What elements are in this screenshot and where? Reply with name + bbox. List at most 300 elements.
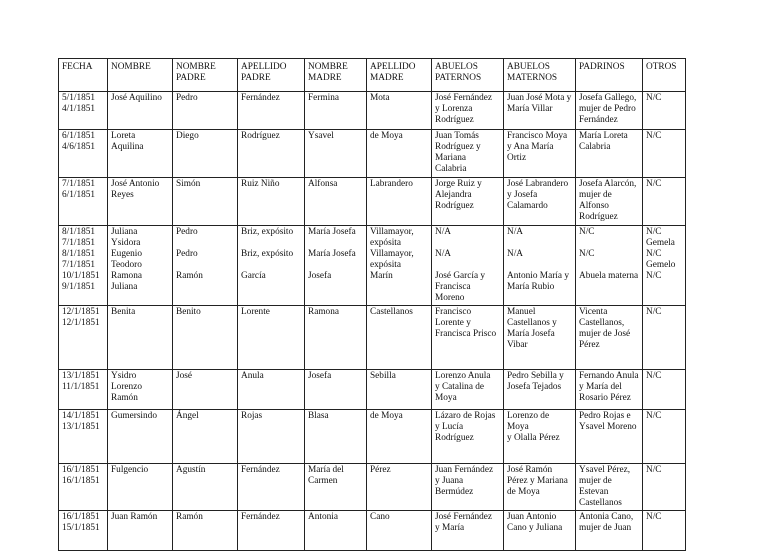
cell-line: Alejandra	[435, 190, 472, 200]
cell-line: Ysidro	[111, 371, 137, 381]
cell-nombre	[108, 130, 173, 178]
cell-line: Josefa	[308, 271, 332, 281]
cell-line: y María	[435, 523, 465, 533]
cell-line: MATERNOS	[507, 73, 558, 83]
cell-nombre-padre	[173, 92, 238, 130]
cell-abuelos-paternos	[432, 306, 504, 370]
cell-line: N/A	[507, 249, 524, 259]
cell-apellido-madre	[367, 130, 432, 178]
cell-line: 11/1/1851	[62, 382, 100, 392]
baptism-records-table	[58, 58, 686, 551]
cell-line: Estevan	[579, 487, 609, 497]
cell-line: NOMBRE	[176, 62, 216, 72]
cell-line: Juan Fernández	[435, 465, 494, 475]
cell-line: Simón	[176, 179, 201, 189]
cell-line: Rodríguez	[435, 201, 474, 211]
cell-line: N/C	[646, 411, 662, 421]
cell-line: NOMBRE	[308, 62, 348, 72]
cell-line: Diego	[176, 131, 199, 141]
cell-line: 10/1/1851	[62, 271, 100, 281]
cell-line: y Josefa	[507, 190, 538, 200]
cell-line: Alfonsa	[308, 179, 338, 189]
cell-line: 8/1/1851	[62, 227, 96, 237]
cell-nombre	[108, 370, 173, 410]
cell-nombre-padre	[173, 511, 238, 551]
cell-line: 12/1/1851	[62, 307, 100, 317]
cell-line: N/C	[579, 249, 595, 259]
cell-line: Vibar	[507, 340, 528, 350]
cell-line: N/A	[435, 227, 452, 237]
cell-nombre-padre	[173, 370, 238, 410]
header-nombre-madre	[305, 59, 367, 92]
cell-line: N/C	[646, 249, 662, 259]
cell-nombre-padre	[173, 464, 238, 511]
cell-line: Rosario Pérez	[579, 393, 631, 403]
cell-apellido-padre	[238, 226, 305, 306]
cell-line: María Rubio	[507, 282, 555, 292]
cell-line: Fernández	[241, 512, 280, 522]
cell-line: José Aquilino	[111, 93, 162, 103]
cell-apellido-madre	[367, 464, 432, 511]
cell-line: Pedro	[176, 93, 198, 103]
cell-line: Abuela materna	[579, 271, 639, 281]
cell-line: 7/1/1851	[62, 238, 96, 248]
cell-line: Blasa	[308, 411, 329, 421]
cell-line: MADRE	[370, 73, 404, 83]
cell-line: Castellanos,	[579, 318, 625, 328]
cell-line: Pedro Sebilla y	[507, 371, 564, 381]
cell-line	[435, 260, 500, 271]
cell-nombre-madre	[305, 511, 367, 551]
cell-line: Juan José Mota y	[507, 93, 572, 103]
cell-line: Ramón	[176, 271, 203, 281]
header-padrinos	[576, 59, 643, 92]
table-row	[59, 464, 686, 511]
cell-line: N/C	[646, 512, 662, 522]
table-row	[59, 511, 686, 551]
header-nombre-padre	[173, 59, 238, 92]
cell-line: y Ana María	[507, 142, 554, 152]
cell-abuelos-paternos	[432, 178, 504, 226]
cell-line: Manuel	[507, 307, 536, 317]
cell-line: Rodríguez y	[435, 142, 481, 152]
cell-line: José Ramón	[507, 465, 553, 475]
cell-line: 4/1/1851	[62, 104, 96, 114]
cell-nombre-madre	[305, 178, 367, 226]
cell-abuelos-paternos	[432, 370, 504, 410]
cell-padrinos	[576, 306, 643, 370]
cell-line: Briz, expósito	[241, 249, 294, 259]
cell-line: María Loreta	[579, 131, 628, 141]
cell-abuelos-maternos	[504, 306, 576, 370]
cell-line: María Josefa	[308, 249, 356, 259]
cell-line: ABUELOS	[435, 62, 478, 72]
cell-line	[241, 260, 301, 271]
cell-line: María del	[308, 465, 344, 475]
cell-abuelos-maternos	[504, 511, 576, 551]
cell-line: y Juana	[435, 476, 464, 486]
cell-line: Cano y Juliana	[507, 523, 563, 533]
cell-fecha	[59, 464, 108, 511]
cell-line: Villamayor,	[370, 227, 414, 237]
cell-line: de Moya	[370, 131, 403, 141]
cell-line: Fernández	[579, 115, 618, 125]
cell-nombre-padre	[173, 178, 238, 226]
cell-line: Gemelo	[646, 260, 676, 270]
cell-line: N/C	[646, 371, 662, 381]
cell-line	[308, 260, 363, 271]
cell-abuelos-paternos	[432, 226, 504, 306]
cell-nombre	[108, 178, 173, 226]
cell-fecha	[59, 92, 108, 130]
cell-line: 6/1/1851	[62, 190, 96, 200]
cell-line	[579, 238, 639, 249]
cell-nombre-madre	[305, 306, 367, 370]
cell-fecha	[59, 511, 108, 551]
cell-otros	[643, 410, 686, 464]
cell-apellido-madre	[367, 92, 432, 130]
cell-line: Vicenta	[579, 307, 608, 317]
cell-line: Ysavel Pérez,	[579, 465, 631, 475]
cell-line: Bermúdez	[435, 487, 474, 497]
cell-padrinos	[576, 92, 643, 130]
cell-line: N/C	[646, 271, 662, 281]
cell-line: Gumersindo	[111, 411, 157, 421]
cell-line: OTROS	[646, 62, 677, 72]
cell-line: Agustín	[176, 465, 206, 475]
cell-line: Gemela	[646, 238, 675, 248]
cell-line: Rodríguez	[435, 115, 474, 125]
cell-line: de Moya	[370, 411, 403, 421]
cell-line: Antonia	[308, 512, 338, 522]
cell-line	[507, 238, 572, 249]
cell-abuelos-maternos	[504, 226, 576, 306]
cell-apellido-padre	[238, 306, 305, 370]
cell-abuelos-paternos	[432, 130, 504, 178]
cell-line: Pedro	[176, 249, 198, 259]
cell-line: 7/1/1851	[62, 260, 96, 270]
cell-line: Juan Tomás	[435, 131, 479, 141]
cell-line: Lorenzo Anula	[435, 371, 491, 381]
cell-line: Fermina	[308, 93, 339, 103]
cell-line: N/A	[507, 227, 524, 237]
cell-line: Ysidora	[111, 238, 141, 248]
cell-line: José Labrandero	[507, 179, 569, 189]
cell-line: José Antonio	[111, 179, 160, 189]
cell-nombre	[108, 92, 173, 130]
cell-line: Josefa Tejados	[507, 382, 562, 392]
cell-padrinos	[576, 410, 643, 464]
cell-line: Anula	[241, 371, 264, 381]
cell-abuelos-maternos	[504, 410, 576, 464]
cell-line: Moya	[435, 393, 457, 403]
cell-apellido-padre	[238, 92, 305, 130]
cell-apellido-padre	[238, 410, 305, 464]
cell-padrinos	[576, 464, 643, 511]
cell-line: 12/1/1851	[62, 318, 100, 328]
cell-otros	[643, 92, 686, 130]
cell-line: 6/1/1851	[62, 131, 96, 141]
header-abuelos-maternos	[504, 59, 576, 92]
cell-line: Carmen	[308, 476, 338, 486]
cell-line: N/C	[646, 93, 662, 103]
cell-line: Villamayor,	[370, 249, 414, 259]
cell-nombre-padre	[173, 226, 238, 306]
cell-nombre-madre	[305, 464, 367, 511]
cell-fecha	[59, 410, 108, 464]
cell-line: Rojas	[241, 411, 263, 421]
cell-line: 16/1/1851	[62, 465, 100, 475]
cell-line: Ramona	[308, 307, 339, 317]
cell-line: 13/1/1851	[62, 371, 100, 381]
cell-otros	[643, 130, 686, 178]
cell-line: Calamardo	[507, 201, 548, 211]
cell-line: N/A	[435, 249, 452, 259]
cell-line: mujer de José	[579, 329, 631, 339]
cell-line: N/C	[646, 465, 662, 475]
cell-abuelos-maternos	[504, 92, 576, 130]
cell-line: 16/1/1851	[62, 512, 100, 522]
cell-nombre-padre	[173, 410, 238, 464]
cell-line	[176, 260, 234, 271]
table-row	[59, 226, 686, 306]
cell-line: García	[241, 271, 266, 281]
cell-otros	[643, 306, 686, 370]
cell-line: Lorente y	[435, 318, 471, 328]
cell-line: N/C	[646, 131, 662, 141]
cell-line: 4/6/1851	[62, 142, 96, 152]
cell-line: Pérez y Mariana	[507, 476, 568, 486]
table-row	[59, 178, 686, 226]
cell-line: Ysavel Moreno	[579, 422, 637, 432]
cell-line: N/C	[646, 227, 662, 237]
cell-apellido-padre	[238, 511, 305, 551]
cell-abuelos-maternos	[504, 464, 576, 511]
cell-line: Lázaro de Rojas	[435, 411, 496, 421]
table-row	[59, 130, 686, 178]
cell-line: Fulgencio	[111, 465, 149, 475]
cell-line: Ysavel	[308, 131, 334, 141]
cell-apellido-padre	[238, 464, 305, 511]
cell-line: 7/1/1851	[62, 179, 96, 189]
cell-line: de Moya	[507, 487, 540, 497]
cell-line: y Olalla Pérez	[507, 433, 560, 443]
header-abuelos-paternos	[432, 59, 504, 92]
cell-apellido-madre	[367, 306, 432, 370]
cell-line: Alfonso	[579, 201, 609, 211]
cell-line: Mota	[370, 93, 390, 103]
cell-line: Pedro	[176, 227, 198, 237]
cell-abuelos-maternos	[504, 130, 576, 178]
cell-line: APELLIDO	[370, 62, 416, 72]
cell-line: Ramona	[111, 271, 142, 281]
cell-line: Teodoro	[111, 260, 142, 270]
cell-line: mujer de	[579, 190, 612, 200]
cell-padrinos	[576, 130, 643, 178]
cell-line: 16/1/1851	[62, 476, 100, 486]
cell-line: PADRE	[241, 73, 271, 83]
cell-line: Sebilla	[370, 371, 396, 381]
cell-line: 15/1/1851	[62, 523, 100, 533]
cell-line	[435, 238, 500, 249]
header-otros	[643, 59, 686, 92]
cell-otros	[643, 511, 686, 551]
cell-line: y Lucía	[435, 422, 464, 432]
cell-line: 13/1/1851	[62, 422, 100, 432]
cell-otros	[643, 178, 686, 226]
cell-line: expósita	[370, 260, 401, 270]
cell-apellido-madre	[367, 370, 432, 410]
table-row	[59, 410, 686, 464]
cell-padrinos	[576, 370, 643, 410]
cell-fecha	[59, 130, 108, 178]
cell-line: Ramón	[176, 512, 203, 522]
cell-line: Loreta	[111, 131, 136, 141]
cell-nombre-madre	[305, 370, 367, 410]
cell-line: Pérez	[579, 340, 600, 350]
header-row	[59, 59, 686, 92]
cell-line: 14/1/1851	[62, 411, 100, 421]
cell-line	[176, 238, 234, 249]
cell-line: MADRE	[308, 73, 342, 83]
cell-apellido-padre	[238, 178, 305, 226]
cell-line: José García y	[435, 271, 486, 281]
cell-line: Josefa Alarcón,	[579, 179, 637, 189]
cell-line: Lorente	[241, 307, 270, 317]
cell-nombre-madre	[305, 92, 367, 130]
cell-abuelos-paternos	[432, 410, 504, 464]
cell-line: 5/1/1851	[62, 93, 96, 103]
cell-line: y Lorenza	[435, 104, 473, 114]
cell-otros	[643, 464, 686, 511]
cell-fecha	[59, 226, 108, 306]
cell-line: Fernández	[241, 93, 280, 103]
cell-line: 8/1/1851	[62, 249, 96, 259]
cell-line: José Fernández	[435, 512, 493, 522]
table-row	[59, 370, 686, 410]
cell-line: Reyes	[111, 190, 134, 200]
cell-line: Lorenzo	[111, 382, 142, 392]
cell-line: Moreno	[435, 293, 465, 303]
cell-line: Briz, expósito	[241, 227, 294, 237]
cell-line: Francisco	[435, 307, 472, 317]
cell-line	[241, 238, 301, 249]
cell-line: Pérez	[370, 465, 391, 475]
cell-line: María Josefa	[507, 329, 555, 339]
cell-line: mujer de Pedro	[579, 104, 636, 114]
cell-line: N/C	[579, 227, 595, 237]
cell-apellido-madre	[367, 410, 432, 464]
cell-line: APELLIDO	[241, 62, 287, 72]
cell-apellido-padre	[238, 370, 305, 410]
cell-fecha	[59, 306, 108, 370]
cell-nombre-madre	[305, 410, 367, 464]
table-row	[59, 92, 686, 130]
cell-line: Pedro Rojas e	[579, 411, 631, 421]
cell-line: Labrandero	[370, 179, 413, 189]
cell-line: NOMBRE	[111, 62, 151, 72]
header-apellido-madre	[367, 59, 432, 92]
cell-line: Fernández	[241, 465, 280, 475]
cell-nombre	[108, 410, 173, 464]
cell-line: Castellanos	[579, 498, 622, 508]
cell-nombre-padre	[173, 130, 238, 178]
cell-line: Juliana	[111, 227, 138, 237]
cell-line: N/C	[646, 307, 662, 317]
cell-line: Mariana	[435, 153, 466, 163]
cell-line: María Villar	[507, 104, 553, 114]
cell-line: Castellanos	[370, 307, 413, 317]
cell-abuelos-paternos	[432, 92, 504, 130]
cell-line: PADRE	[176, 73, 206, 83]
cell-line: Ángel	[176, 411, 199, 421]
cell-line: Juan Ramón	[111, 512, 158, 522]
cell-line: Eugenio	[111, 249, 142, 259]
cell-line: expósita	[370, 238, 401, 248]
cell-line: Calabria	[579, 142, 611, 152]
cell-abuelos-paternos	[432, 511, 504, 551]
table-body	[59, 92, 686, 551]
cell-line	[507, 260, 572, 271]
cell-nombre	[108, 511, 173, 551]
cell-nombre	[108, 464, 173, 511]
cell-apellido-padre	[238, 130, 305, 178]
cell-line: mujer de Juan	[579, 523, 632, 533]
cell-line	[579, 260, 639, 271]
cell-line: PATERNOS	[435, 73, 482, 83]
cell-line: y Catalina de	[435, 382, 485, 392]
cell-line: Aquilina	[111, 142, 144, 152]
cell-line: José Fernández	[435, 93, 493, 103]
cell-line: Calabria	[435, 164, 467, 174]
cell-line: Rodríguez	[241, 131, 280, 141]
cell-nombre-madre	[305, 130, 367, 178]
cell-line: y María del	[579, 382, 622, 392]
cell-abuelos-maternos	[504, 370, 576, 410]
cell-line: Ruiz Niño	[241, 179, 280, 189]
cell-line: José	[176, 371, 193, 381]
cell-line: Castellanos y	[507, 318, 557, 328]
cell-line: Josefa Gallego,	[579, 93, 637, 103]
cell-padrinos	[576, 226, 643, 306]
cell-line: N/C	[646, 179, 662, 189]
cell-nombre-madre	[305, 226, 367, 306]
cell-line: Juan Antonio	[507, 512, 557, 522]
cell-line: Juliana	[111, 282, 138, 292]
cell-line: Benito	[176, 307, 201, 317]
cell-fecha	[59, 178, 108, 226]
cell-otros	[643, 370, 686, 410]
cell-line: Josefa	[308, 371, 332, 381]
cell-line: Lorenzo de Moya	[507, 411, 550, 432]
cell-padrinos	[576, 178, 643, 226]
header-apellido-padre	[238, 59, 305, 92]
cell-line: ABUELOS	[507, 62, 550, 72]
cell-abuelos-paternos	[432, 464, 504, 511]
cell-line: Antonia Cano,	[579, 512, 634, 522]
cell-line: Ortiz	[507, 153, 527, 163]
table-row	[59, 306, 686, 370]
cell-line: 9/1/1851	[62, 282, 96, 292]
cell-line: María Josefa	[308, 227, 356, 237]
cell-line: Fernando Anula	[579, 371, 639, 381]
cell-line: Marín	[370, 271, 393, 281]
header-nombre	[108, 59, 173, 92]
cell-line: FECHA	[62, 62, 93, 72]
cell-apellido-madre	[367, 511, 432, 551]
cell-line: Cano	[370, 512, 390, 522]
cell-line: Jorge Ruiz y	[435, 179, 482, 189]
